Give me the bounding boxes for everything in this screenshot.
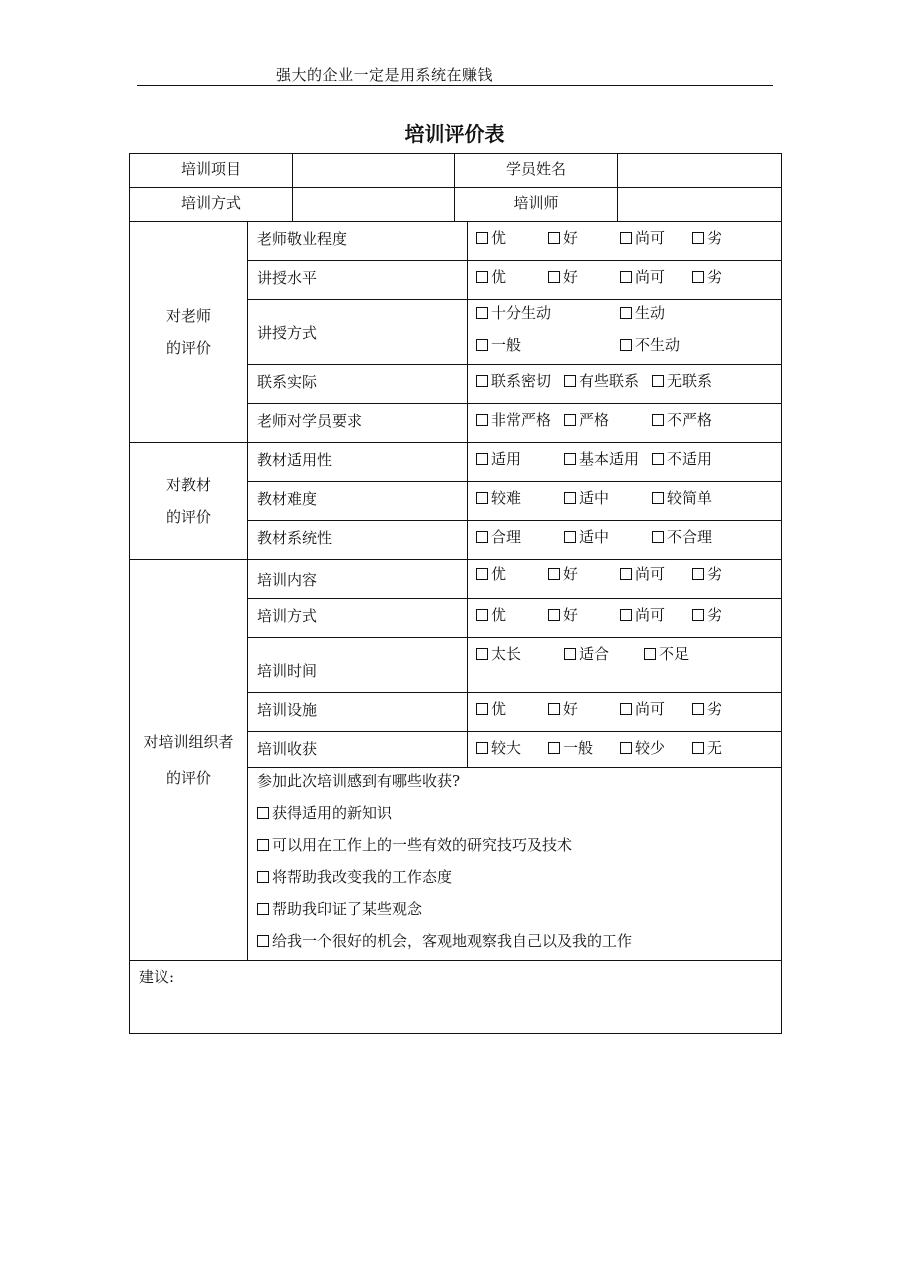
checkbox-icon[interactable]: [257, 935, 269, 947]
checkbox-icon[interactable]: [476, 339, 488, 351]
checkbox-icon[interactable]: [644, 648, 656, 660]
checkbox-icon[interactable]: [620, 232, 632, 244]
rating-option[interactable]: 尚可: [620, 227, 692, 248]
name-field[interactable]: [618, 154, 782, 188]
checkbox-icon[interactable]: [476, 742, 488, 754]
page-title: 培训评价表: [404, 122, 505, 146]
trainer-field[interactable]: [618, 188, 782, 222]
checkbox-icon[interactable]: [564, 453, 576, 465]
rating-option[interactable]: 优: [476, 698, 548, 719]
rating-option[interactable]: 好: [548, 604, 620, 625]
checkbox-icon[interactable]: [476, 531, 488, 543]
checkbox-icon[interactable]: [476, 568, 488, 580]
rating-option[interactable]: 无: [692, 737, 722, 758]
row-label: 教材适用性: [248, 443, 468, 482]
rating-option[interactable]: 适用: [476, 448, 564, 469]
rating-option[interactable]: 适中: [564, 487, 652, 508]
rating-options: [468, 693, 782, 732]
checkbox-icon[interactable]: [564, 414, 576, 426]
project-field[interactable]: [293, 154, 455, 188]
rating-options: [468, 482, 782, 521]
rating-option[interactable]: 较大: [476, 737, 548, 758]
checkbox-icon[interactable]: [564, 375, 576, 387]
rating-options: [468, 560, 782, 599]
rating-option[interactable]: 劣: [692, 266, 722, 287]
trainer-label: 培训师: [455, 188, 618, 222]
rating-option[interactable]: 无联系: [652, 370, 712, 391]
rating-option[interactable]: 一般: [548, 737, 620, 758]
rating-option[interactable]: 基本适用: [564, 448, 652, 469]
row-label: 培训收获: [248, 732, 468, 768]
checkbox-icon[interactable]: [692, 232, 704, 244]
checkbox-icon[interactable]: [257, 903, 269, 915]
rating-option[interactable]: 较难: [476, 487, 564, 508]
checkbox-icon[interactable]: [620, 609, 632, 621]
checkbox-icon[interactable]: [257, 807, 269, 819]
checkbox-icon[interactable]: [652, 492, 664, 504]
checkbox-icon[interactable]: [476, 609, 488, 621]
rating-options: [468, 732, 782, 768]
row-label: 老师对学员要求: [248, 404, 468, 443]
rating-option[interactable]: 劣: [692, 563, 722, 584]
rating-option[interactable]: 不合理: [652, 526, 712, 547]
rating-option[interactable]: 优: [476, 563, 548, 584]
rating-option[interactable]: 生动: [620, 300, 665, 326]
rating-option[interactable]: 适中: [564, 526, 652, 547]
checkbox-icon[interactable]: [620, 742, 632, 754]
checkbox-icon[interactable]: [620, 307, 632, 319]
rating-option[interactable]: 优: [476, 604, 548, 625]
rating-option[interactable]: 不足: [644, 643, 689, 664]
checkbox-icon[interactable]: [257, 839, 269, 851]
rating-option[interactable]: 十分生动: [476, 300, 620, 326]
checkbox-icon[interactable]: [548, 703, 560, 715]
rating-option[interactable]: 好: [548, 227, 620, 248]
row-label: 教材难度: [248, 482, 468, 521]
name-label: 学员姓名: [455, 154, 618, 188]
checkbox-icon[interactable]: [548, 742, 560, 754]
checkbox-icon[interactable]: [692, 742, 704, 754]
checkbox-icon[interactable]: [652, 414, 664, 426]
rating-option[interactable]: 好: [548, 266, 620, 287]
method-field[interactable]: [293, 188, 455, 222]
checkbox-icon[interactable]: [476, 414, 488, 426]
rating-option[interactable]: 劣: [692, 227, 722, 248]
row-label: 老师敬业程度: [248, 222, 468, 261]
row-label: 教材系统性: [248, 521, 468, 560]
gain-option[interactable]: 帮助我印证了某些观念: [248, 896, 781, 928]
evaluation-table: [129, 153, 782, 1034]
checkbox-icon[interactable]: [692, 609, 704, 621]
checkbox-icon[interactable]: [652, 531, 664, 543]
row-label: 联系实际: [248, 365, 468, 404]
checkbox-icon[interactable]: [476, 271, 488, 283]
checkbox-icon[interactable]: [620, 568, 632, 580]
rating-options: [468, 222, 782, 261]
method-label: 培训方式: [130, 188, 293, 222]
rating-option[interactable]: 不生动: [620, 332, 680, 358]
checkbox-icon[interactable]: [476, 492, 488, 504]
rating-options: [468, 300, 782, 365]
checkbox-icon[interactable]: [548, 609, 560, 621]
rating-option[interactable]: 太长: [476, 643, 564, 664]
teacher-section-label: 对老师 的评价: [130, 222, 248, 443]
checkbox-icon[interactable]: [476, 703, 488, 715]
rating-option[interactable]: 一般: [476, 332, 620, 358]
checkbox-icon[interactable]: [476, 453, 488, 465]
rating-options: [468, 404, 782, 443]
checkbox-icon[interactable]: [564, 531, 576, 543]
gain-option[interactable]: 获得适用的新知识: [248, 800, 781, 832]
checkbox-icon[interactable]: [564, 492, 576, 504]
row-label: 培训方式: [248, 599, 468, 638]
rating-options: [468, 521, 782, 560]
rating-option[interactable]: 尚可: [620, 698, 692, 719]
rating-options: [468, 261, 782, 300]
rating-option[interactable]: 有些联系: [564, 370, 652, 391]
rating-options: [468, 638, 782, 693]
gain-option[interactable]: 给我一个很好的机会，客观地观察我自己以及我的工作: [248, 928, 781, 960]
gains-question: 参加此次培训感到有哪些收获?: [257, 772, 461, 790]
checkbox-icon[interactable]: [476, 232, 488, 244]
rating-option[interactable]: 不严格: [652, 409, 712, 430]
project-label: 培训项目: [130, 154, 293, 188]
rating-option[interactable]: 不适用: [652, 448, 712, 469]
organizer-section-label: 对培训组织者 的评价: [130, 560, 248, 961]
checkbox-icon[interactable]: [620, 703, 632, 715]
rating-option[interactable]: 好: [548, 563, 620, 584]
checkbox-icon[interactable]: [548, 271, 560, 283]
suggestion-field[interactable]: [130, 961, 782, 1034]
rating-option[interactable]: 适合: [564, 643, 644, 664]
row-label: 培训内容: [248, 560, 468, 599]
gains-block: [248, 768, 782, 961]
rating-option[interactable]: 较少: [620, 737, 692, 758]
rating-option[interactable]: 尚可: [620, 266, 692, 287]
checkbox-icon[interactable]: [476, 375, 488, 387]
checkbox-icon[interactable]: [692, 271, 704, 283]
checkbox-icon[interactable]: [548, 232, 560, 244]
rating-option[interactable]: 严格: [564, 409, 652, 430]
rating-option[interactable]: 劣: [692, 604, 722, 625]
checkbox-icon[interactable]: [564, 648, 576, 660]
rating-option[interactable]: 尚可: [620, 604, 692, 625]
rating-option[interactable]: 劣: [692, 698, 722, 719]
header-rule: [137, 85, 773, 86]
suggestion-label: 建议:: [139, 968, 175, 986]
checkbox-icon[interactable]: [652, 375, 664, 387]
rating-option[interactable]: 合理: [476, 526, 564, 547]
material-section-label: 对教材 的评价: [130, 443, 248, 560]
checkbox-icon[interactable]: [692, 703, 704, 715]
checkbox-icon[interactable]: [257, 871, 269, 883]
rating-options: [468, 443, 782, 482]
checkbox-icon[interactable]: [476, 648, 488, 660]
gain-option[interactable]: 将帮助我改变我的工作态度: [248, 864, 781, 896]
rating-option[interactable]: 优: [476, 227, 548, 248]
checkbox-icon[interactable]: [692, 568, 704, 580]
rating-option[interactable]: 联系密切: [476, 370, 564, 391]
rating-option[interactable]: 较简单: [652, 487, 712, 508]
gain-option[interactable]: 可以用在工作上的一些有效的研究技巧及技术: [248, 832, 781, 864]
row-label: 讲授方式: [248, 300, 468, 365]
checkbox-icon[interactable]: [476, 307, 488, 319]
rating-option[interactable]: 优: [476, 266, 548, 287]
row-label: 培训设施: [248, 693, 468, 732]
rating-option[interactable]: 好: [548, 698, 620, 719]
checkbox-icon[interactable]: [620, 271, 632, 283]
rating-option[interactable]: 尚可: [620, 563, 692, 584]
checkbox-icon[interactable]: [548, 568, 560, 580]
row-label: 培训时间: [248, 638, 468, 693]
checkbox-icon[interactable]: [620, 339, 632, 351]
header-slogan: 强大的企业一定是用系统在赚钱: [276, 66, 494, 84]
rating-options: [468, 599, 782, 638]
checkbox-icon[interactable]: [652, 453, 664, 465]
rating-option[interactable]: 非常严格: [476, 409, 564, 430]
rating-options: [468, 365, 782, 404]
row-label: 讲授水平: [248, 261, 468, 300]
